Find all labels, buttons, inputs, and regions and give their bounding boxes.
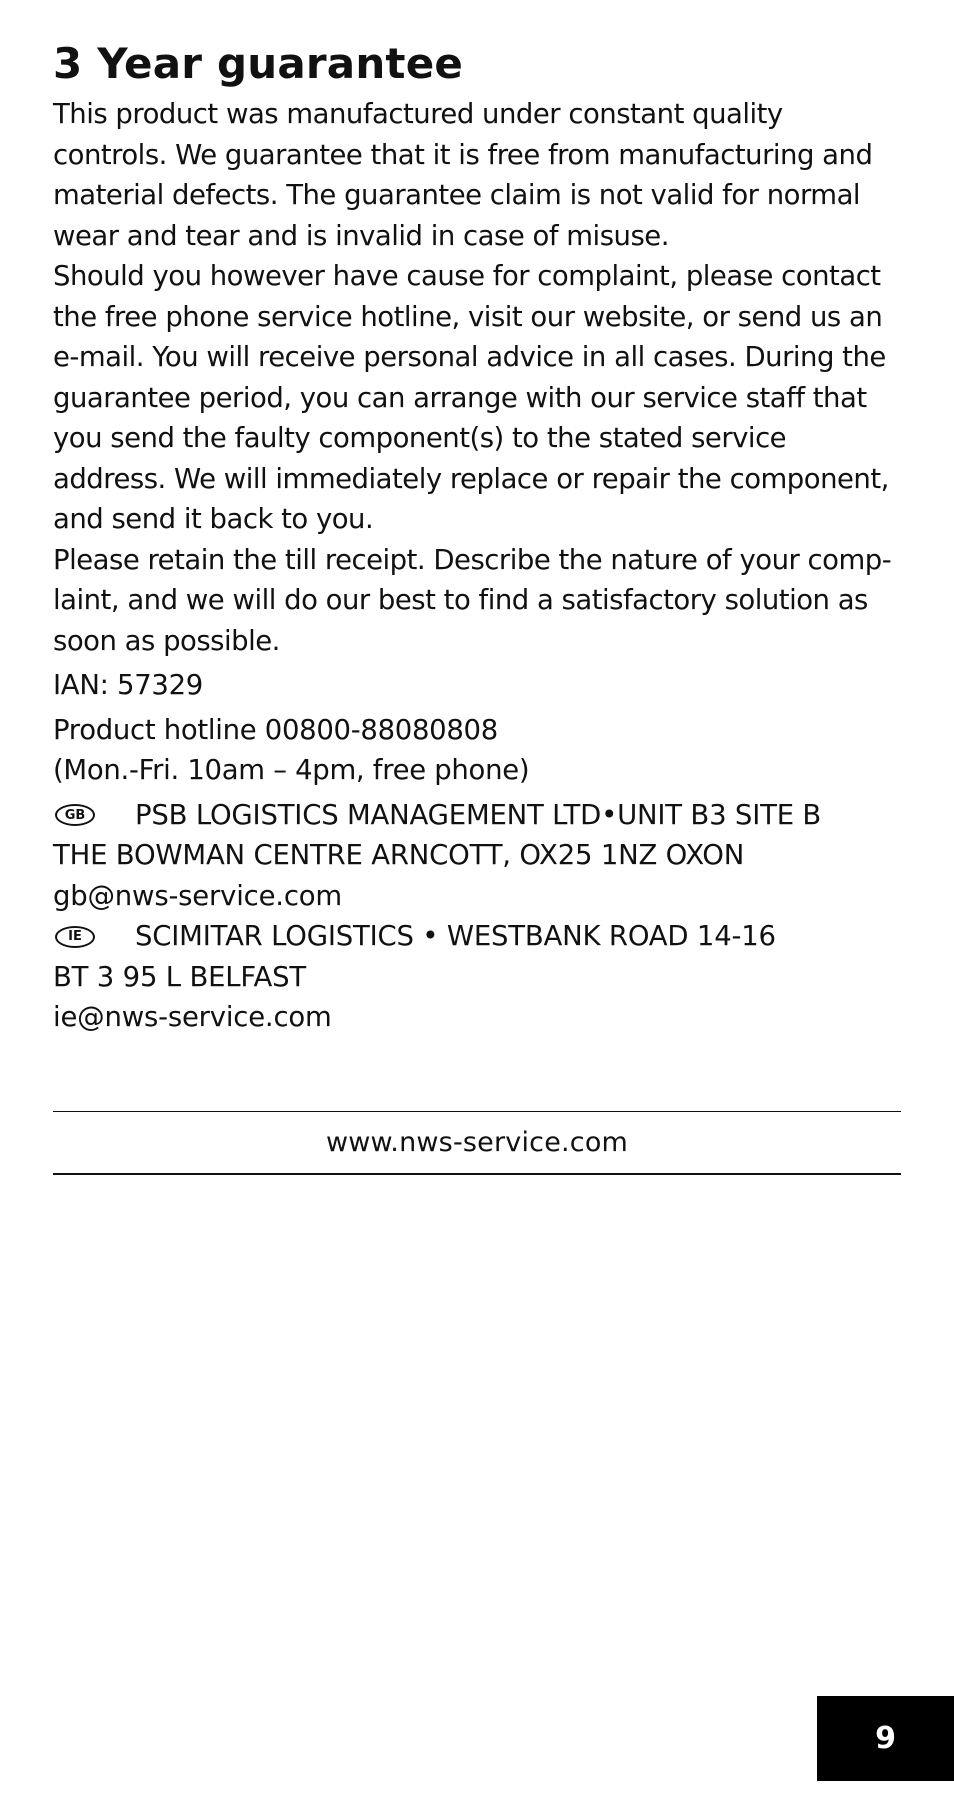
hotline-info [53, 710, 903, 791]
guarantee-paragraph-receipt: Please retain the till receipt. Describe the nature of your comp-laint, and we will do our best to find a satisfactory solution as soon as possible. [53, 543, 892, 657]
address-ie-company: SCIMITAR LOGISTICS • WESTBANK ROAD 14-16 [135, 920, 776, 953]
page-number: 9 [875, 1721, 896, 1756]
footer-website-link[interactable]: www.nws-service.com [325, 1127, 629, 1158]
page-title: 3 Year guarantee [53, 39, 464, 88]
country-ie-badge-icon: IE [55, 926, 95, 948]
page-number-box [817, 1696, 954, 1781]
email-ie-link[interactable]: ie@nws-service.com [53, 1001, 332, 1034]
country-gb-badge-icon: GB [55, 804, 95, 826]
guarantee-paragraph-complaint: Should you however have cause for complaint, please contact the free phone service hotline, visit our website, or send us an e-mail. You will receive personal advice in all cases. During the guarantee period, you can arrange with our service staff that you send the faulty component(s) to the stated service address. We will immediately replace or repair the component, and send it back to you. [53, 260, 889, 536]
address-ie-line1 [53, 916, 903, 957]
footer-bar [53, 1111, 901, 1175]
hotline-number: Product hotline 00800-88080808 [53, 713, 498, 746]
email-gb-link[interactable]: gb@nws-service.com [53, 879, 342, 912]
address-ie-line2: BT 3 95 L BELFAST [53, 960, 306, 993]
address-gb [53, 795, 903, 917]
ian-number: IAN: 57329 [53, 669, 203, 702]
guarantee-page [53, 40, 903, 1038]
address-gb-line1 [53, 795, 903, 836]
address-gb-line2: THE BOWMAN CENTRE ARNCOTT, OX25 1NZ OXON [53, 839, 745, 872]
guarantee-paragraph-quality: This product was manufactured under constant quality controls. We guarantee that it is free from manufacturing and material defects. The guarantee claim is not valid for normal wear and tear and is invalid in case of misuse. [53, 98, 873, 252]
address-ie [53, 916, 903, 1038]
hotline-hours: (Mon.-Fri. 10am – 4pm, free phone) [53, 754, 530, 787]
address-gb-company: PSB LOGISTICS MANAGEMENT LTD•UNIT B3 SITE B [135, 798, 822, 831]
